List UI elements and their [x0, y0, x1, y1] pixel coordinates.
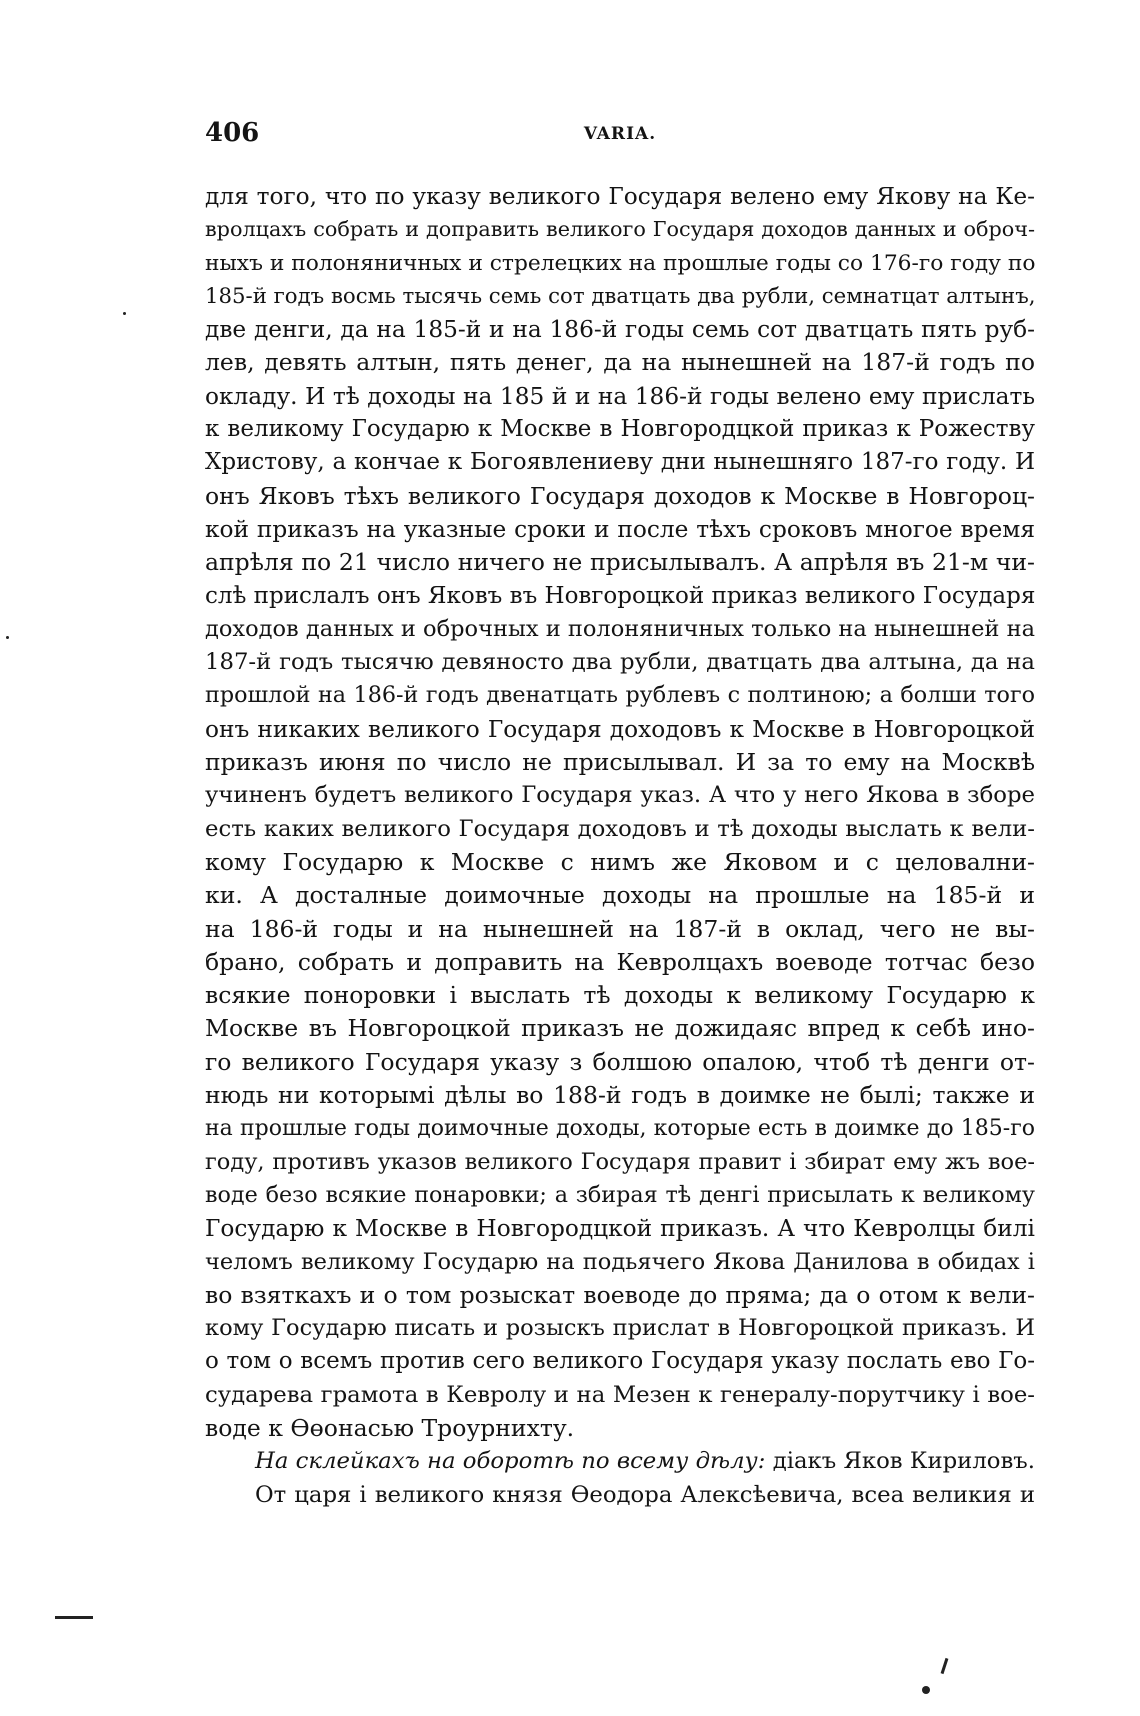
text-line: 187-й годъ тысячю девяносто два рубли, дватцать два алтына, да на [205, 649, 1035, 676]
text-line: кой приказъ на указные сроки и после тѣхъ сроковъ многое время [205, 515, 1035, 543]
final-line: От царя і великого князя Өеодора Алексѣевича, всеа великия и [255, 1481, 1035, 1508]
text-line: апрѣля по 21 число ничего не присылывалъ. А апрѣля въ 21-м чи- [205, 548, 1035, 577]
text-line: челомъ великому Государю на подьячего Якова Данилова в обидах і [205, 1248, 1035, 1275]
text-line: воде к Өөонасью Троурнихту. [205, 1413, 575, 1442]
text-line: Москве въ Новгороцкой приказъ не дожидаяс впред к себѣ ино- [205, 1014, 1035, 1043]
text-line: вролцахъ собрать и доправить великого Государя доходов данных и оброч- [205, 217, 1035, 242]
text-line: 185-й годъ восмь тысячь семь сот дватцать два рубли, семнатцат алтынъ, [205, 283, 1035, 309]
text-line: учиненъ будетъ великого Государя указ. А что у него Якова в зборе [205, 782, 1035, 809]
text-line: есть каких великого Государя доходовъ и тѣ доходы выслать к вели- [205, 815, 1035, 842]
ink-spot-mark [922, 1686, 930, 1694]
text-line: слѣ прислалъ онъ Яковъ въ Новгороцкой приказ великого Государя [205, 582, 1035, 609]
text-line: о том о всемъ против сего великого Государя указу послать ево Го- [205, 1348, 1035, 1375]
running-head: VARIA. [583, 124, 657, 144]
text-line: к великому Государю к Москве в Новгородцкой приказ к Рожеству [205, 416, 1035, 443]
text-line: брано, собрать и доправить на Кевролцахъ воеводе тотчас безо [205, 947, 1035, 976]
text-line: Христову, а кончае к Богоявлениеву дни нынешняго 187-го году. И [205, 449, 1035, 476]
text-line: на 186-й годы и на нынешней на 187-й в оклад, чего не вы- [205, 914, 1035, 943]
text-line: для того, что по указу великого Государя велено ему Якову на Ке- [205, 183, 1035, 210]
text-line: нюдь ни которымі дѣлы во 188-й годъ в доимке не былі; также и [205, 1081, 1035, 1110]
margin-dot-mark [123, 312, 126, 315]
endorsement-italic: На склейкахъ на оборотѣ по всему дѣлу: [255, 1448, 766, 1475]
text-line: приказъ июня по число не присылывал. И за то ему на Москвѣ [205, 748, 1035, 777]
text-line: лев, девять алтын, пять денег, да на нынешней на 187-й годъ по [205, 348, 1035, 377]
ink-tick-mark [941, 1658, 949, 1674]
text-line: всякие поноровки і выслать тѣ доходы к великому Государю к [205, 981, 1035, 1010]
text-line: две денги, да на 185-й и на 186-й годы семь сот дватцать пять руб- [205, 316, 1035, 344]
text-line: доходов данных и оброчных и полоняничных только на нынешней на [205, 615, 1035, 642]
body-text [205, 180, 1035, 1512]
text-line: онъ никаких великого Государя доходовъ к Москве в Новгороцкой [205, 715, 1035, 743]
page-number: 406 [205, 118, 260, 148]
text-line: прошлой на 186-й годъ двенатцать рублевъ с полтиною; а болши того [205, 682, 1035, 709]
text-line: ныхъ и полоняничных и стрелецких на прошлые годы со 176-го году по [205, 250, 1035, 276]
text-line: воде безо всякие понаровки; а збирая тѣ денгі присылать к великому [205, 1181, 1035, 1208]
text-line: окладу. И тѣ доходы на 185 й и на 186-й годы велено ему прислать [205, 382, 1035, 410]
text-line: году, противъ указов великого Государя правит і збират ему жъ вое- [205, 1148, 1035, 1175]
text-line: во взяткахъ и о том розыскат воеводе до пряма; да о отом к вели- [205, 1280, 1035, 1309]
endorsement-signature: діакъ Яков Кириловъ. [772, 1448, 1035, 1475]
text-line: кому Государю писать и розыскъ прислат в Новгороцкой приказъ. И [205, 1315, 1035, 1342]
endorsement-note [205, 1445, 1035, 1478]
text-line: на прошлые годы доимочные доходы, которые есть в доимке до 185-го [205, 1116, 1035, 1142]
margin-dash-mark [55, 1616, 93, 1619]
page-header [205, 118, 1035, 158]
text-line: ки. А досталные доимочные доходы на прошлые на 185-й и [205, 881, 1035, 910]
text-line: онъ Яковъ тѣхъ великого Государя доходов к Москве в Новгороц- [205, 481, 1035, 510]
margin-dot-mark [6, 636, 9, 639]
text-line: Государю к Москве в Новгородцкой приказъ. А что Кевролцы билі [205, 1215, 1035, 1243]
text-line: го великого Государя указу з болшою опалою, чтоб тѣ денги от- [205, 1047, 1035, 1076]
text-line: сударева грамота в Кевролу и на Мезен к генералу-порутчику і вое- [205, 1381, 1035, 1408]
text-line: кому Государю к Москве с нимъ же Яковом и с целовални- [205, 847, 1035, 876]
